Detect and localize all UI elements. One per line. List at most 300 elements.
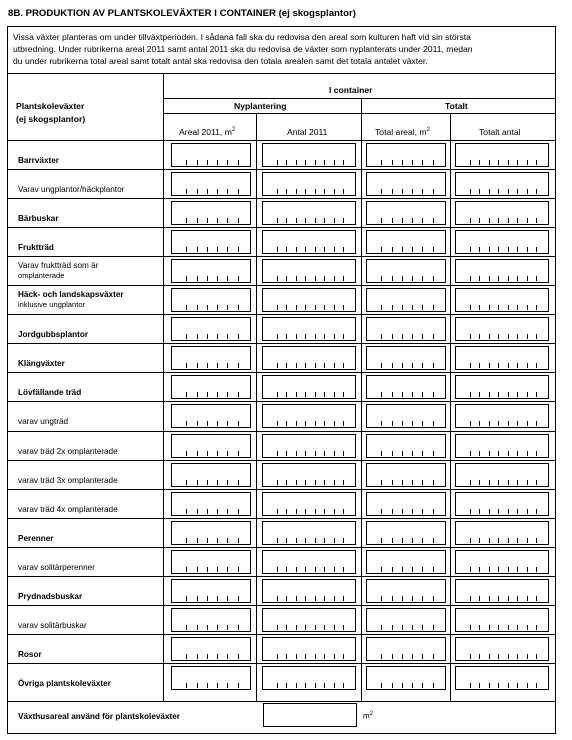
areal-2011-input[interactable] xyxy=(171,608,251,632)
digit-separator xyxy=(498,392,499,397)
digit-separator xyxy=(498,654,499,659)
row-label: varav träd 3x omplanterade xyxy=(18,476,118,485)
digit-separator xyxy=(536,189,537,194)
digit-separator xyxy=(238,538,239,543)
areal-2011-input[interactable] xyxy=(171,375,251,399)
digit-separator xyxy=(433,247,434,252)
digit-separator xyxy=(402,247,403,252)
digit-separator xyxy=(536,480,537,485)
totalt-antal-input[interactable] xyxy=(455,201,549,225)
areal-2011-input[interactable] xyxy=(171,346,251,370)
digit-separator xyxy=(277,567,278,572)
digit-separator xyxy=(470,567,471,572)
digit-separator xyxy=(277,305,278,310)
digit-separator xyxy=(498,363,499,368)
digit-separator xyxy=(305,538,306,543)
digit-separator xyxy=(315,480,316,485)
digit-separator xyxy=(412,596,413,601)
digit-separator xyxy=(343,451,344,456)
row-label: Rosor xyxy=(18,650,42,659)
digit-separator xyxy=(517,625,518,630)
antal-2011-input[interactable] xyxy=(262,492,356,516)
total-areal-input[interactable] xyxy=(366,201,446,225)
digit-separator xyxy=(536,683,537,688)
digit-separator xyxy=(286,451,287,456)
row-label: Bärbuskar xyxy=(18,214,59,223)
digit-separator xyxy=(412,567,413,572)
digit-separator xyxy=(207,683,208,688)
areal-2011-input[interactable] xyxy=(171,172,251,196)
antal-2011-input[interactable] xyxy=(262,608,356,632)
total-areal-input[interactable] xyxy=(366,463,446,487)
digit-separator xyxy=(334,654,335,659)
digit-separator xyxy=(422,392,423,397)
digit-separator xyxy=(536,451,537,456)
row-label: Prydnadsbuskar xyxy=(18,592,83,601)
digit-separator xyxy=(527,305,528,310)
areal-2011-input[interactable] xyxy=(171,579,251,603)
antal-2011-input[interactable] xyxy=(262,666,356,690)
totalt-antal-input[interactable] xyxy=(455,172,549,196)
digit-separator xyxy=(422,363,423,368)
digit-separator xyxy=(315,596,316,601)
footer-unit: $m^2$ xyxy=(363,711,374,721)
digit-separator xyxy=(412,451,413,456)
digit-separator xyxy=(296,247,297,252)
total-areal-input[interactable] xyxy=(366,521,446,545)
digit-separator xyxy=(343,189,344,194)
digit-separator xyxy=(227,509,228,514)
digit-separator xyxy=(498,218,499,223)
row-label-line: Varav fruktträd som är xyxy=(18,261,99,270)
digit-separator xyxy=(277,683,278,688)
digit-separator xyxy=(422,567,423,572)
digit-separator xyxy=(343,247,344,252)
digit-separator xyxy=(227,567,228,572)
row-label xyxy=(18,290,124,309)
digit-separator xyxy=(343,683,344,688)
digit-separator xyxy=(536,276,537,281)
areal-2011-input[interactable] xyxy=(171,288,251,312)
totalt-antal-input[interactable] xyxy=(455,637,549,661)
digit-separator xyxy=(238,654,239,659)
total-areal-input[interactable] xyxy=(366,492,446,516)
total-areal-input[interactable] xyxy=(366,143,446,167)
row-label: varav träd 2x omplanterade xyxy=(18,447,118,456)
digit-separator xyxy=(422,480,423,485)
totalt-antal-input[interactable] xyxy=(455,346,549,370)
digit-separator xyxy=(277,247,278,252)
areal-2011-input[interactable] xyxy=(171,230,251,254)
areal-2011-input[interactable] xyxy=(171,434,251,458)
digit-separator xyxy=(324,363,325,368)
total-areal-input[interactable] xyxy=(366,375,446,399)
digit-separator xyxy=(217,654,218,659)
digit-separator xyxy=(392,305,393,310)
digit-separator xyxy=(489,189,490,194)
antal-2011-input[interactable] xyxy=(262,434,356,458)
totalt-antal-input[interactable] xyxy=(455,259,549,283)
digit-separator xyxy=(296,392,297,397)
digit-separator xyxy=(238,334,239,339)
row-label: varav solitärperenner xyxy=(18,563,95,572)
digit-separator xyxy=(381,247,382,252)
digit-separator xyxy=(334,683,335,688)
digit-separator xyxy=(186,683,187,688)
digit-separator xyxy=(286,654,287,659)
digit-separator xyxy=(315,567,316,572)
digit-separator xyxy=(186,276,187,281)
digit-separator xyxy=(324,538,325,543)
digit-separator xyxy=(305,567,306,572)
digit-separator xyxy=(343,567,344,572)
digit-separator xyxy=(343,538,344,543)
digit-separator xyxy=(479,392,480,397)
digit-separator xyxy=(197,189,198,194)
digit-separator xyxy=(508,451,509,456)
antal-2011-input[interactable] xyxy=(262,404,356,428)
row-label: varav träd 4x omplanterade xyxy=(18,505,118,514)
digit-separator xyxy=(402,189,403,194)
digit-separator xyxy=(238,218,239,223)
areal-2011-input[interactable] xyxy=(171,201,251,225)
digit-separator xyxy=(470,160,471,165)
antal-2011-input[interactable] xyxy=(262,346,356,370)
digit-separator xyxy=(324,480,325,485)
areal-2011-input[interactable] xyxy=(171,492,251,516)
digit-separator xyxy=(207,305,208,310)
greenhouse-area-input[interactable] xyxy=(263,703,357,727)
digit-separator xyxy=(381,480,382,485)
digit-separator xyxy=(217,305,218,310)
antal-2011-input[interactable] xyxy=(262,375,356,399)
column-divider xyxy=(361,98,362,701)
digit-separator xyxy=(527,596,528,601)
areal-2011-input[interactable] xyxy=(171,521,251,545)
digit-separator xyxy=(305,189,306,194)
digit-separator xyxy=(305,160,306,165)
digit-separator xyxy=(238,451,239,456)
digit-separator xyxy=(479,276,480,281)
digit-separator xyxy=(381,654,382,659)
digit-separator xyxy=(536,654,537,659)
digit-separator xyxy=(479,567,480,572)
digit-separator xyxy=(479,247,480,252)
digit-separator xyxy=(296,567,297,572)
digit-separator xyxy=(238,160,239,165)
totalt-antal-input[interactable] xyxy=(455,550,549,574)
digit-separator xyxy=(433,625,434,630)
digit-separator xyxy=(527,480,528,485)
totalt-antal-input[interactable] xyxy=(455,521,549,545)
digit-separator xyxy=(227,363,228,368)
totalt-antal-input[interactable] xyxy=(455,579,549,603)
digit-separator xyxy=(527,625,528,630)
total-areal-input[interactable] xyxy=(366,666,446,690)
digit-separator xyxy=(498,567,499,572)
digit-separator xyxy=(498,160,499,165)
digit-separator xyxy=(527,509,528,514)
digit-separator xyxy=(217,247,218,252)
row-header-title: Plantskoleväxter xyxy=(16,101,85,111)
digit-separator xyxy=(402,625,403,630)
row-label: Övriga plantskoleväxter xyxy=(18,679,111,688)
digit-separator xyxy=(343,276,344,281)
areal-2011-input[interactable] xyxy=(171,666,251,690)
digit-separator xyxy=(315,160,316,165)
digit-separator xyxy=(498,625,499,630)
digit-separator xyxy=(343,654,344,659)
digit-separator xyxy=(296,451,297,456)
digit-separator xyxy=(186,596,187,601)
digit-separator xyxy=(489,567,490,572)
row-label: Varav ungplantor/häckplantor xyxy=(18,185,125,194)
digit-separator xyxy=(479,421,480,426)
digit-separator xyxy=(217,596,218,601)
digit-separator xyxy=(227,334,228,339)
total-areal-input[interactable] xyxy=(366,317,446,341)
digit-separator xyxy=(381,305,382,310)
digit-separator xyxy=(470,596,471,601)
digit-separator xyxy=(536,334,537,339)
digit-separator xyxy=(412,683,413,688)
digit-separator xyxy=(207,509,208,514)
digit-separator xyxy=(207,480,208,485)
digit-separator xyxy=(315,451,316,456)
digit-separator xyxy=(536,363,537,368)
digit-separator xyxy=(305,596,306,601)
total-areal-input[interactable] xyxy=(366,172,446,196)
digit-separator xyxy=(392,392,393,397)
digit-separator xyxy=(517,509,518,514)
totalt-antal-input[interactable] xyxy=(455,434,549,458)
digit-separator xyxy=(305,654,306,659)
digit-separator xyxy=(422,625,423,630)
digit-separator xyxy=(227,480,228,485)
total-areal-input[interactable] xyxy=(366,637,446,661)
digit-separator xyxy=(536,218,537,223)
areal-2011-input[interactable] xyxy=(171,259,251,283)
row-divider xyxy=(7,431,556,432)
row-divider xyxy=(7,198,556,199)
digit-separator xyxy=(207,451,208,456)
total-areal-input[interactable] xyxy=(366,550,446,574)
areal-2011-input[interactable] xyxy=(171,404,251,428)
totalt-antal-input[interactable] xyxy=(455,404,549,428)
digit-separator xyxy=(334,480,335,485)
digit-separator xyxy=(334,218,335,223)
total-areal-input[interactable] xyxy=(366,434,446,458)
digit-separator xyxy=(392,683,393,688)
digit-separator xyxy=(324,189,325,194)
digit-separator xyxy=(392,625,393,630)
digit-separator xyxy=(305,218,306,223)
row-divider xyxy=(7,547,556,548)
digit-separator xyxy=(433,189,434,194)
areal-2011-input[interactable] xyxy=(171,637,251,661)
digit-separator xyxy=(277,363,278,368)
digit-separator xyxy=(489,451,490,456)
row-divider xyxy=(7,227,556,228)
totalt-antal-input[interactable] xyxy=(455,375,549,399)
digit-separator xyxy=(489,625,490,630)
digit-separator xyxy=(517,334,518,339)
digit-separator xyxy=(489,596,490,601)
digit-separator xyxy=(315,189,316,194)
digit-separator xyxy=(197,276,198,281)
digit-separator xyxy=(536,509,537,514)
digit-separator xyxy=(508,363,509,368)
digit-separator xyxy=(324,334,325,339)
digit-separator xyxy=(324,276,325,281)
digit-separator xyxy=(315,276,316,281)
totalt-antal-input[interactable] xyxy=(455,230,549,254)
antal-2011-input[interactable] xyxy=(262,230,356,254)
digit-separator xyxy=(412,276,413,281)
antal-2011-input[interactable] xyxy=(262,579,356,603)
digit-separator xyxy=(334,189,335,194)
digit-separator xyxy=(381,625,382,630)
digit-separator xyxy=(479,363,480,368)
antal-2011-input[interactable] xyxy=(262,201,356,225)
digit-separator xyxy=(197,363,198,368)
digit-separator xyxy=(286,596,287,601)
totalt-antal-input[interactable] xyxy=(455,317,549,341)
antal-2011-input[interactable] xyxy=(262,550,356,574)
digit-separator xyxy=(508,276,509,281)
digit-separator xyxy=(227,451,228,456)
totalt-antal-input[interactable] xyxy=(455,288,549,312)
digit-separator xyxy=(517,654,518,659)
digit-separator xyxy=(489,247,490,252)
digit-separator xyxy=(392,654,393,659)
digit-separator xyxy=(217,363,218,368)
digit-separator xyxy=(324,247,325,252)
totalt-antal-input[interactable] xyxy=(455,608,549,632)
digit-separator xyxy=(324,654,325,659)
digit-separator xyxy=(217,538,218,543)
total-areal-input[interactable] xyxy=(366,346,446,370)
row-divider xyxy=(7,372,556,373)
digit-separator xyxy=(217,276,218,281)
antal-2011-input[interactable] xyxy=(262,259,356,283)
digit-separator xyxy=(197,392,198,397)
digit-separator xyxy=(508,625,509,630)
digit-separator xyxy=(334,625,335,630)
digit-separator xyxy=(536,567,537,572)
digit-separator xyxy=(334,305,335,310)
totalt-antal-input[interactable] xyxy=(455,492,549,516)
row-divider xyxy=(7,489,556,490)
row-label-line: Häck- och landskapsväxter xyxy=(18,290,124,299)
digit-separator xyxy=(470,392,471,397)
totalt-antal-input[interactable] xyxy=(455,143,549,167)
row-label: Fruktträd xyxy=(18,243,54,252)
areal-2011-input[interactable] xyxy=(171,463,251,487)
digit-separator xyxy=(277,160,278,165)
digit-separator xyxy=(527,189,528,194)
digit-separator xyxy=(381,538,382,543)
digit-separator xyxy=(489,683,490,688)
digit-separator xyxy=(433,392,434,397)
digit-separator xyxy=(334,509,335,514)
antal-2011-input[interactable] xyxy=(262,288,356,312)
digit-separator xyxy=(392,567,393,572)
digit-separator xyxy=(508,189,509,194)
digit-separator xyxy=(392,451,393,456)
digit-separator xyxy=(392,160,393,165)
digit-separator xyxy=(343,305,344,310)
digit-separator xyxy=(227,538,228,543)
row-label: Perenner xyxy=(18,534,54,543)
areal-2011-input[interactable] xyxy=(171,317,251,341)
digit-separator xyxy=(402,392,403,397)
totalt-antal-input[interactable] xyxy=(455,463,549,487)
antal-2011-input[interactable] xyxy=(262,463,356,487)
digit-separator xyxy=(422,189,423,194)
digit-separator xyxy=(217,392,218,397)
digit-separator xyxy=(296,538,297,543)
digit-separator xyxy=(324,421,325,426)
digit-separator xyxy=(334,363,335,368)
digit-separator xyxy=(186,189,187,194)
digit-separator xyxy=(536,625,537,630)
antal-2011-input[interactable] xyxy=(262,521,356,545)
total-areal-input[interactable] xyxy=(366,288,446,312)
digit-separator xyxy=(227,160,228,165)
digit-separator xyxy=(197,509,198,514)
antal-2011-input[interactable] xyxy=(262,143,356,167)
antal-2011-input[interactable] xyxy=(262,172,356,196)
digit-separator xyxy=(392,276,393,281)
row-label: Lövfällande träd xyxy=(18,388,82,397)
digit-separator xyxy=(508,160,509,165)
digit-separator xyxy=(381,276,382,281)
digit-separator xyxy=(412,509,413,514)
digit-separator xyxy=(527,247,528,252)
digit-separator xyxy=(489,509,490,514)
divider xyxy=(163,98,556,99)
digit-separator xyxy=(527,567,528,572)
digit-separator xyxy=(305,683,306,688)
digit-separator xyxy=(517,218,518,223)
antal-2011-input[interactable] xyxy=(262,637,356,661)
digit-separator xyxy=(217,160,218,165)
digit-separator xyxy=(489,480,490,485)
areal-2011-input[interactable] xyxy=(171,550,251,574)
total-areal-input[interactable] xyxy=(366,259,446,283)
digit-separator xyxy=(296,334,297,339)
digit-separator xyxy=(207,247,208,252)
totalt-antal-input[interactable] xyxy=(455,666,549,690)
antal-2011-input[interactable] xyxy=(262,317,356,341)
intro-line: du under rubrikerna total areal samt totalt antal ska redovisa den totala arealen samt det totala antalet växter. xyxy=(13,56,428,67)
digit-separator xyxy=(498,276,499,281)
areal-2011-input[interactable] xyxy=(171,143,251,167)
total-areal-input[interactable] xyxy=(366,230,446,254)
digit-separator xyxy=(489,654,490,659)
digit-separator xyxy=(238,596,239,601)
total-areal-input[interactable] xyxy=(366,608,446,632)
total-areal-input[interactable] xyxy=(366,404,446,428)
digit-separator xyxy=(277,538,278,543)
digit-separator xyxy=(286,683,287,688)
total-areal-input[interactable] xyxy=(366,579,446,603)
digit-separator xyxy=(217,480,218,485)
section-title: 8B. PRODUKTION AV PLANTSKOLEVÄXTER I CONTAINER (ej skogsplantor) xyxy=(8,8,356,19)
digit-separator xyxy=(305,451,306,456)
footer-label: Växthusareal använd för plantskoleväxter xyxy=(18,712,180,721)
